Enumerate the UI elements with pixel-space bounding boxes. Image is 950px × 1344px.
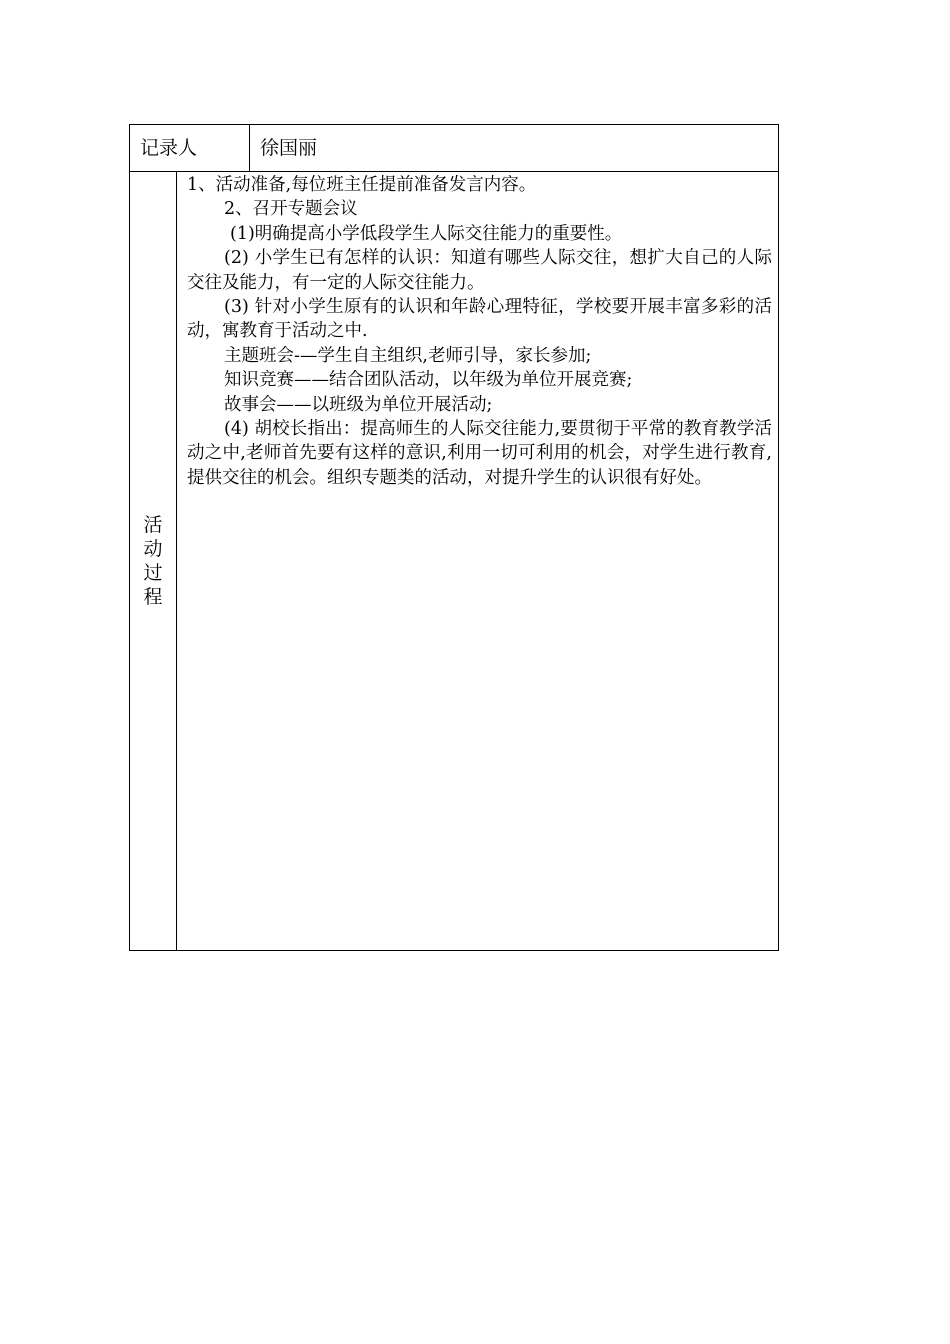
activity-record-table: [129, 124, 779, 951]
paragraph-point-1: (1)明确提高小学低段学生人际交往能力的重要性。: [230, 223, 623, 244]
paragraph-point-3: (3) 针对小学生原有的认识和年龄心理特征，学校要开展丰富多彩的活动，寓教育于活动之中.: [187, 297, 772, 342]
recorder-row: [130, 125, 778, 172]
paragraph-class-meeting: 主题班会-—学生自主组织,老师引导，家长参加;: [224, 345, 592, 366]
paragraph-story-meeting: 故事会——以班级为单位开展活动;: [224, 394, 493, 415]
activity-process-label-cell: [130, 172, 177, 950]
paragraph-point-4: (4) 胡校长指出：提高师生的人际交往能力,要贯彻于平常的教育教学活动之中,老师首先要有这样的意识,利用一切可利用的机会，对学生进行教育,提供交往的机会。组织专题类的活动，对提升学生的认识很有好处。: [187, 419, 772, 488]
paragraph-point-2: (2) 小学生已有怎样的认识：知道有哪些人际交往，想扩大自己的人际交往及能力，有一定的人际交往能力。: [187, 248, 772, 293]
paragraph-knowledge-contest: 知识竞赛——结合团队活动，以年级为单位开展竞赛;: [224, 370, 633, 391]
activity-process-label: 活动过程: [143, 514, 163, 608]
activity-process-row: [130, 172, 778, 950]
recorder-name: 徐国丽: [260, 137, 318, 159]
recorder-label: 记录人: [130, 125, 250, 171]
paragraph-meeting: 2、召开专题会议: [224, 199, 358, 220]
activity-process-content: [177, 172, 778, 950]
paragraph-preparation: 1、活动准备,每位班主任提前准备发言内容。: [187, 175, 537, 195]
